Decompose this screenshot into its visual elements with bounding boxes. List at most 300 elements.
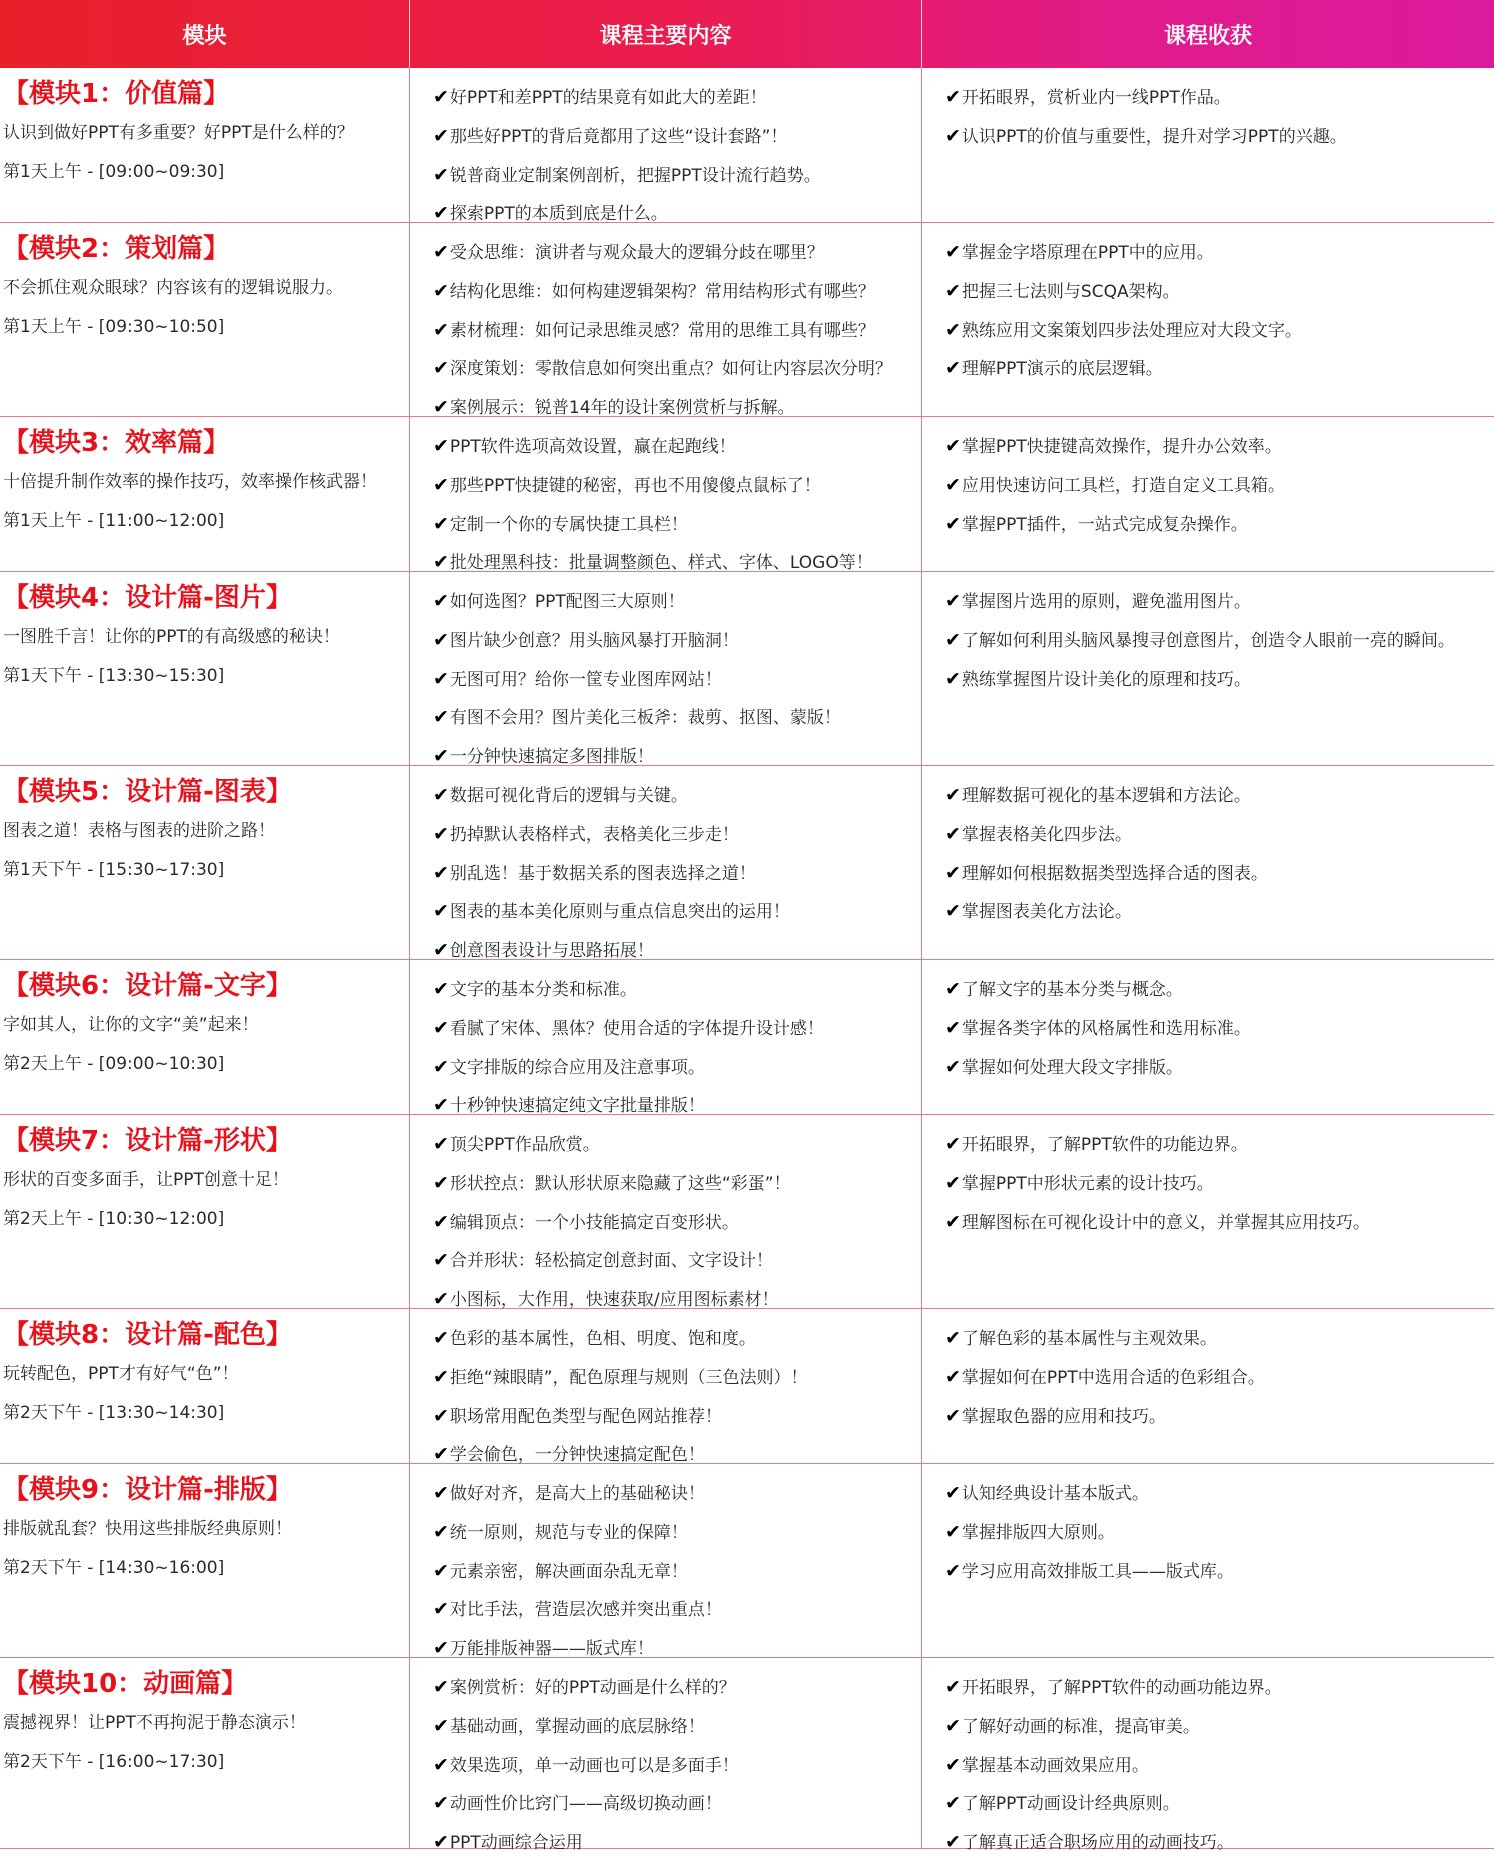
check-item bbox=[433, 427, 921, 466]
check-item bbox=[433, 233, 921, 272]
check-item bbox=[433, 1125, 921, 1164]
check-item-text: 无图可用？给你一筐专业图库网站！ bbox=[449, 669, 722, 690]
check-icon: ✔ bbox=[433, 939, 449, 962]
check-item bbox=[945, 117, 1494, 156]
check-icon: ✔ bbox=[433, 1520, 449, 1543]
check-item bbox=[945, 1552, 1494, 1591]
check-item bbox=[945, 854, 1494, 893]
module-time: 第2天下午 - [14:30~16:00] bbox=[3, 1557, 225, 1578]
module-title: 【模块5：设计篇-图表】 bbox=[3, 777, 292, 807]
module-cell bbox=[0, 1115, 410, 1308]
check-item bbox=[433, 1746, 921, 1785]
module-title: 【模块2：策划篇】 bbox=[3, 234, 230, 264]
check-item bbox=[433, 660, 921, 699]
check-icon: ✔ bbox=[945, 279, 961, 302]
check-item bbox=[945, 1009, 1494, 1048]
module-subtitle: 玩转配色，PPT才有好气“色”！ bbox=[3, 1363, 239, 1384]
check-item-text: 了解色彩的基本属性与主观效果。 bbox=[961, 1329, 1217, 1349]
check-item-text: 深度策划：零散信息如何突出重点？如何让内容层次分明？ bbox=[449, 359, 892, 380]
module-cell bbox=[0, 68, 410, 222]
check-item-text: 案例赏析：好的PPT动画是什么样的？ bbox=[449, 1678, 736, 1698]
content-cell bbox=[410, 417, 922, 574]
check-icon: ✔ bbox=[433, 706, 449, 729]
check-item bbox=[433, 272, 921, 311]
check-icon: ✔ bbox=[945, 86, 961, 108]
check-icon: ✔ bbox=[945, 241, 961, 263]
check-icon: ✔ bbox=[433, 1055, 449, 1078]
check-item bbox=[945, 466, 1494, 505]
module-time: 第2天上午 - [09:00~10:30] bbox=[3, 1053, 225, 1074]
check-icon: ✔ bbox=[945, 1714, 961, 1737]
gains-cell bbox=[922, 1309, 1494, 1463]
check-item-text: 色彩的基本属性，色相、明度、饱和度。 bbox=[449, 1329, 756, 1349]
check-item-text: 别乱选！基于数据关系的图表选择之道！ bbox=[449, 863, 756, 884]
check-icon: ✔ bbox=[433, 590, 449, 612]
check-icon: ✔ bbox=[945, 628, 961, 651]
check-icon: ✔ bbox=[433, 86, 449, 108]
check-icon: ✔ bbox=[433, 745, 449, 768]
check-item bbox=[433, 156, 921, 195]
content-cell bbox=[410, 1464, 922, 1660]
check-item-text: 掌握PPT快捷键高效操作，提升办公效率。 bbox=[961, 437, 1282, 457]
module-cell bbox=[0, 572, 410, 765]
module-title: 【模块1：价值篇】 bbox=[3, 79, 230, 109]
check-icon: ✔ bbox=[945, 822, 961, 845]
check-item-text: 创意图表设计与思路拓展！ bbox=[449, 941, 654, 962]
check-item-text: 批处理黑科技：批量调整颜色、样式、字体、LOGO等！ bbox=[449, 553, 873, 574]
check-icon: ✔ bbox=[433, 1676, 449, 1698]
check-icon: ✔ bbox=[433, 1288, 449, 1311]
check-item bbox=[433, 466, 921, 505]
check-item bbox=[945, 233, 1494, 272]
table-row bbox=[0, 1464, 1494, 1658]
header-content: 课程主要内容 bbox=[410, 0, 922, 68]
module-title: 【模块10：动画篇】 bbox=[3, 1669, 248, 1699]
module-cell bbox=[0, 223, 410, 416]
check-item-text: 应用快速访问工具栏，打造自定义工具箱。 bbox=[961, 475, 1285, 496]
gains-cell bbox=[922, 1115, 1494, 1308]
content-cell bbox=[410, 766, 922, 962]
check-item bbox=[945, 892, 1494, 931]
check-icon: ✔ bbox=[945, 784, 961, 806]
table-row bbox=[0, 572, 1494, 766]
check-item bbox=[945, 1784, 1494, 1823]
check-item bbox=[433, 117, 921, 156]
check-item bbox=[945, 1823, 1494, 1862]
check-icon: ✔ bbox=[945, 1210, 961, 1233]
check-item bbox=[433, 698, 921, 737]
check-icon: ✔ bbox=[433, 435, 449, 457]
check-item-text: 受众思维：演讲者与观众最大的逻辑分歧在哪里？ bbox=[449, 243, 824, 263]
check-item-text: 开拓眼界，了解PPT软件的功能边界。 bbox=[961, 1135, 1248, 1155]
check-item-text: 开拓眼界，了解PPT软件的动画功能边界。 bbox=[961, 1678, 1282, 1698]
check-item bbox=[945, 1474, 1494, 1513]
check-item-text: 掌握图表美化方法论。 bbox=[961, 902, 1132, 923]
check-item bbox=[433, 349, 921, 388]
check-item-text: 案例展示：锐普14年的设计案例赏析与拆解。 bbox=[449, 398, 795, 419]
gains-cell bbox=[922, 68, 1494, 222]
check-item bbox=[433, 1358, 921, 1397]
check-icon: ✔ bbox=[433, 357, 449, 380]
check-item-text: 如何选图？PPT配图三大原则！ bbox=[449, 592, 685, 612]
check-item bbox=[433, 1164, 921, 1203]
check-icon: ✔ bbox=[945, 1676, 961, 1698]
module-cell bbox=[0, 1309, 410, 1463]
check-item-text: 顶尖PPT作品欣赏。 bbox=[449, 1135, 600, 1155]
check-icon: ✔ bbox=[433, 1171, 449, 1194]
check-item-text: 看腻了宋体、黑体？使用合适的字体提升设计感！ bbox=[449, 1018, 824, 1039]
check-item-text: 对比手法，营造层次感并突出重点！ bbox=[449, 1600, 722, 1621]
check-item-text: 理解PPT演示的底层逻辑。 bbox=[961, 359, 1163, 380]
check-item bbox=[433, 1784, 921, 1823]
module-subtitle: 一图胜千言！让你的PPT的有高级感的秘诀！ bbox=[3, 626, 340, 647]
table-row bbox=[0, 223, 1494, 417]
check-icon: ✔ bbox=[433, 1482, 449, 1504]
module-subtitle: 字如其人，让你的文字“美”起来！ bbox=[3, 1014, 259, 1035]
header-gains: 课程收获 bbox=[1163, 23, 1252, 49]
check-item-text: 素材梳理：如何记录思维灵感？常用的思维工具有哪些？ bbox=[449, 320, 875, 341]
check-item-text: 掌握取色器的应用和技巧。 bbox=[961, 1406, 1166, 1427]
check-icon: ✔ bbox=[433, 1559, 449, 1582]
check-item bbox=[945, 1358, 1494, 1397]
check-item bbox=[945, 1319, 1494, 1358]
check-item bbox=[433, 892, 921, 931]
check-item-text: 形状控点：默认形状原来隐藏了这些“彩蛋”！ bbox=[449, 1173, 791, 1194]
check-item-text: 掌握表格美化四步法。 bbox=[961, 824, 1132, 845]
check-icon: ✔ bbox=[945, 357, 961, 380]
check-item-text: 理解如何根据数据类型选择合适的图表。 bbox=[961, 863, 1268, 884]
check-item bbox=[433, 776, 921, 815]
check-item bbox=[433, 1203, 921, 1242]
check-item bbox=[433, 1590, 921, 1629]
check-item-text: 掌握PPT中形状元素的设计技巧。 bbox=[961, 1173, 1214, 1194]
check-icon: ✔ bbox=[945, 978, 961, 1000]
check-item-text: 拒绝“辣眼睛”，配色原理与规则（三色法则）！ bbox=[449, 1367, 808, 1388]
check-item bbox=[945, 970, 1494, 1009]
table-header bbox=[0, 0, 1494, 68]
check-icon: ✔ bbox=[433, 978, 449, 1000]
check-icon: ✔ bbox=[433, 861, 449, 884]
check-item bbox=[945, 1707, 1494, 1746]
check-item-text: 图表的基本美化原则与重点信息突出的运用！ bbox=[449, 902, 790, 923]
check-item-text: 掌握如何处理大段文字排版。 bbox=[961, 1057, 1183, 1078]
content-cell bbox=[410, 1115, 922, 1311]
check-icon: ✔ bbox=[945, 1016, 961, 1039]
gains-cell bbox=[922, 417, 1494, 571]
check-item-text: 认知经典设计基本版式。 bbox=[961, 1484, 1149, 1504]
check-item-text: 小图标，大作用，快速获取/应用图标素材！ bbox=[449, 1290, 779, 1311]
check-icon: ✔ bbox=[433, 1404, 449, 1427]
table-row bbox=[0, 1658, 1494, 1854]
table-row bbox=[0, 960, 1494, 1115]
module-time: 第1天上午 - [11:00~12:00] bbox=[3, 510, 225, 531]
check-item-text: 图片缺少创意？用头脑风暴打开脑洞！ bbox=[449, 630, 739, 651]
module-time: 第2天上午 - [10:30~12:00] bbox=[3, 1208, 225, 1229]
check-item-text: PPT动画综合运用 bbox=[449, 1833, 583, 1854]
check-item-text: 合并形状：轻松搞定创意封面、文字设计！ bbox=[449, 1251, 773, 1272]
check-icon: ✔ bbox=[945, 1133, 961, 1155]
check-icon: ✔ bbox=[433, 124, 449, 147]
check-icon: ✔ bbox=[945, 1520, 961, 1543]
module-subtitle: 不会抓住观众眼球？内容该有的逻辑说服力。 bbox=[3, 277, 343, 298]
module-title: 【模块9：设计篇-排版】 bbox=[3, 1475, 292, 1505]
check-icon: ✔ bbox=[433, 1094, 449, 1117]
content-cell bbox=[410, 960, 922, 1117]
check-item bbox=[433, 854, 921, 893]
check-icon: ✔ bbox=[433, 202, 449, 225]
check-item bbox=[945, 1513, 1494, 1552]
check-icon: ✔ bbox=[433, 163, 449, 186]
check-item-text: 探索PPT的本质到底是什么。 bbox=[449, 204, 668, 225]
content-cell bbox=[410, 223, 922, 419]
check-item-text: 熟练应用文案策划四步法处理应对大段文字。 bbox=[961, 320, 1302, 341]
check-item bbox=[433, 815, 921, 854]
check-item-text: 掌握各类字体的风格属性和选用标准。 bbox=[961, 1018, 1251, 1039]
module-title: 【模块7：设计篇-形状】 bbox=[3, 1126, 292, 1156]
module-cell bbox=[0, 1658, 410, 1848]
check-item-text: 扔掉默认表格样式，表格美化三步走！ bbox=[449, 824, 739, 845]
check-item bbox=[433, 1319, 921, 1358]
check-item bbox=[945, 78, 1494, 117]
table-row bbox=[0, 766, 1494, 960]
module-time: 第2天下午 - [13:30~14:30] bbox=[3, 1402, 225, 1423]
check-item-text: 做好对齐，是高大上的基础秘诀！ bbox=[449, 1484, 705, 1504]
gains-cell bbox=[922, 1658, 1494, 1854]
check-icon: ✔ bbox=[945, 900, 961, 923]
content-cell bbox=[410, 572, 922, 768]
check-icon: ✔ bbox=[433, 473, 449, 496]
check-item bbox=[945, 427, 1494, 466]
check-item bbox=[433, 1707, 921, 1746]
content-cell bbox=[410, 68, 922, 225]
check-item bbox=[945, 1164, 1494, 1203]
check-item bbox=[945, 815, 1494, 854]
module-subtitle: 排版就乱套？快用这些排版经典原则！ bbox=[3, 1518, 292, 1539]
check-item bbox=[945, 505, 1494, 544]
check-item-text: 有图不会用？图片美化三板斧：裁剪、抠图、蒙版！ bbox=[449, 708, 841, 729]
check-item-text: 理解图标在可视化设计中的意义，并掌握其应用技巧。 bbox=[961, 1212, 1370, 1233]
check-icon: ✔ bbox=[945, 435, 961, 457]
module-cell bbox=[0, 960, 410, 1114]
table-row bbox=[0, 68, 1494, 223]
check-item bbox=[433, 1048, 921, 1087]
check-icon: ✔ bbox=[433, 318, 449, 341]
module-subtitle: 认识到做好PPT有多重要？好PPT是什么样的？ bbox=[3, 122, 354, 143]
check-icon: ✔ bbox=[945, 1055, 961, 1078]
check-icon: ✔ bbox=[945, 318, 961, 341]
check-icon: ✔ bbox=[945, 667, 961, 690]
check-item-text: 十秒钟快速搞定纯文字批量排版！ bbox=[449, 1096, 705, 1117]
check-item-text: 元素亲密，解决画面杂乱无章！ bbox=[449, 1561, 688, 1582]
check-icon: ✔ bbox=[433, 784, 449, 806]
check-icon: ✔ bbox=[433, 1714, 449, 1737]
module-title: 【模块8：设计篇-配色】 bbox=[3, 1320, 292, 1350]
check-item bbox=[433, 1552, 921, 1591]
check-item bbox=[433, 505, 921, 544]
check-item-text: 编辑顶点：一个小技能搞定百变形状。 bbox=[449, 1212, 739, 1233]
check-icon: ✔ bbox=[945, 1482, 961, 1504]
check-item-text: 掌握PPT插件，一站式完成复杂操作。 bbox=[961, 514, 1248, 535]
check-item-text: 效果选项，单一动画也可以是多面手！ bbox=[449, 1755, 739, 1776]
check-icon: ✔ bbox=[945, 1327, 961, 1349]
check-item bbox=[945, 311, 1494, 350]
check-item-text: 那些PPT快捷键的秘密，再也不用傻傻点鼠标了！ bbox=[449, 475, 821, 496]
table-row bbox=[0, 1309, 1494, 1464]
check-item-text: 基础动画，掌握动画的底层脉络！ bbox=[449, 1716, 705, 1737]
check-item bbox=[945, 1048, 1494, 1087]
content-cell bbox=[410, 1658, 922, 1854]
check-icon: ✔ bbox=[433, 1753, 449, 1776]
content-cell bbox=[410, 1309, 922, 1466]
module-cell bbox=[0, 417, 410, 571]
check-item-text: 文字的基本分类和标准。 bbox=[449, 980, 637, 1000]
check-item-text: 统一原则，规范与专业的保障！ bbox=[449, 1522, 688, 1543]
check-item bbox=[945, 1203, 1494, 1242]
check-item-text: 掌握金字塔原理在PPT中的应用。 bbox=[961, 243, 1214, 263]
module-time: 第2天下午 - [16:00~17:30] bbox=[3, 1751, 225, 1772]
check-item-text: 那些好PPT的背后竟都用了这些“设计套路”！ bbox=[449, 126, 788, 147]
check-icon: ✔ bbox=[945, 512, 961, 535]
module-time: 第1天上午 - [09:00~09:30] bbox=[3, 161, 225, 182]
check-item-text: 了解文字的基本分类与概念。 bbox=[961, 980, 1183, 1000]
check-icon: ✔ bbox=[433, 512, 449, 535]
check-item-text: 了解PPT动画设计经典原则。 bbox=[961, 1794, 1180, 1815]
check-item-text: 掌握基本动画效果应用。 bbox=[961, 1755, 1149, 1776]
check-item bbox=[945, 660, 1494, 699]
check-item-text: 锐普商业定制案例剖析，把握PPT设计流行趋势。 bbox=[449, 165, 821, 186]
check-item-text: 万能排版神器——版式库！ bbox=[449, 1639, 654, 1660]
check-item-text: 熟练掌握图片设计美化的原理和技巧。 bbox=[961, 669, 1251, 690]
check-icon: ✔ bbox=[433, 1831, 449, 1854]
module-subtitle: 图表之道！表格与图表的进阶之路！ bbox=[3, 820, 275, 841]
check-item bbox=[945, 1746, 1494, 1785]
module-subtitle: 震撼视界！让PPT不再拘泥于静态演示！ bbox=[3, 1712, 306, 1733]
check-icon: ✔ bbox=[433, 1598, 449, 1621]
check-item bbox=[433, 1823, 921, 1862]
check-item-text: 了解好动画的标准，提高审美。 bbox=[961, 1716, 1200, 1737]
check-icon: ✔ bbox=[945, 1753, 961, 1776]
check-icon: ✔ bbox=[433, 667, 449, 690]
check-item-text: PPT软件选项高效设置，赢在起跑线！ bbox=[449, 437, 736, 457]
module-time: 第1天下午 - [15:30~17:30] bbox=[3, 859, 225, 880]
check-icon: ✔ bbox=[433, 1210, 449, 1233]
check-item-text: 好PPT和差PPT的结果竟有如此大的差距！ bbox=[449, 88, 767, 108]
check-item bbox=[945, 776, 1494, 815]
check-icon: ✔ bbox=[433, 1637, 449, 1660]
check-icon: ✔ bbox=[945, 861, 961, 884]
check-item-text: 职场常用配色类型与配色网站推荐！ bbox=[449, 1406, 722, 1427]
check-item-text: 开拓眼界，赏析业内一线PPT作品。 bbox=[961, 88, 1231, 108]
check-item bbox=[945, 272, 1494, 311]
check-item-text: 认识PPT的价值与重要性，提升对学习PPT的兴趣。 bbox=[961, 126, 1347, 147]
module-time: 第1天上午 - [09:30~10:50] bbox=[3, 316, 225, 337]
check-item-text: 文字排版的综合应用及注意事项。 bbox=[449, 1057, 705, 1078]
check-item-text: 结构化思维：如何构建逻辑架构？常用结构形式有哪些？ bbox=[449, 281, 875, 302]
check-item-text: 了解真正适合职场应用的动画技巧。 bbox=[961, 1833, 1234, 1854]
check-icon: ✔ bbox=[945, 1365, 961, 1388]
check-item bbox=[433, 1009, 921, 1048]
check-item-text: 掌握如何在PPT中选用合适的色彩组合。 bbox=[961, 1367, 1265, 1388]
check-item bbox=[945, 1125, 1494, 1164]
module-subtitle: 形状的百变多面手，让PPT创意十足！ bbox=[3, 1169, 289, 1190]
check-item-text: 数据可视化背后的逻辑与关键。 bbox=[449, 786, 688, 806]
check-item-text: 理解数据可视化的基本逻辑和方法论。 bbox=[961, 786, 1251, 806]
module-time: 第1天下午 - [13:30~15:30] bbox=[3, 665, 225, 686]
check-icon: ✔ bbox=[433, 396, 449, 419]
check-item bbox=[433, 1474, 921, 1513]
check-icon: ✔ bbox=[945, 124, 961, 147]
check-item bbox=[945, 621, 1494, 660]
header-module: 模块 bbox=[0, 0, 410, 68]
check-item bbox=[945, 1668, 1494, 1707]
check-item-text: 掌握图片选用的原则，避免滥用图片。 bbox=[961, 592, 1251, 612]
check-item bbox=[433, 1668, 921, 1707]
gains-cell bbox=[922, 572, 1494, 765]
check-icon: ✔ bbox=[433, 1249, 449, 1272]
module-cell bbox=[0, 1464, 410, 1657]
gains-cell bbox=[922, 223, 1494, 416]
gains-cell bbox=[922, 960, 1494, 1114]
check-item-text: 一分钟快速搞定多图排版！ bbox=[449, 747, 654, 768]
module-title: 【模块6：设计篇-文字】 bbox=[3, 971, 292, 1001]
check-icon: ✔ bbox=[433, 900, 449, 923]
check-icon: ✔ bbox=[945, 1171, 961, 1194]
check-icon: ✔ bbox=[433, 628, 449, 651]
check-icon: ✔ bbox=[433, 1365, 449, 1388]
check-icon: ✔ bbox=[433, 279, 449, 302]
check-item-text: 把握三七法则与SCQA架构。 bbox=[961, 281, 1180, 302]
module-subtitle: 十倍提升制作效率的操作技巧，效率操作核武器！ bbox=[3, 471, 377, 492]
check-icon: ✔ bbox=[945, 1404, 961, 1427]
check-icon: ✔ bbox=[945, 473, 961, 496]
check-item-text: 定制一个你的专属快捷工具栏！ bbox=[449, 514, 688, 535]
check-item bbox=[945, 349, 1494, 388]
check-icon: ✔ bbox=[433, 1133, 449, 1155]
check-item-text: 动画性价比窍门——高级切换动画！ bbox=[449, 1794, 722, 1815]
gains-cell bbox=[922, 766, 1494, 959]
check-item bbox=[433, 621, 921, 660]
check-icon: ✔ bbox=[433, 241, 449, 263]
check-item bbox=[433, 311, 921, 350]
gains-cell bbox=[922, 1464, 1494, 1657]
check-item bbox=[945, 582, 1494, 621]
module-title: 【模块4：设计篇-图片】 bbox=[3, 583, 292, 613]
check-item-text: 了解如何利用头脑风暴搜寻创意图片，创造令人眼前一亮的瞬间。 bbox=[961, 630, 1455, 651]
check-item-text: 学习应用高效排版工具——版式库。 bbox=[961, 1561, 1234, 1582]
module-cell bbox=[0, 766, 410, 959]
check-icon: ✔ bbox=[433, 1016, 449, 1039]
table-row bbox=[0, 417, 1494, 572]
check-icon: ✔ bbox=[433, 1443, 449, 1466]
module-title: 【模块3：效率篇】 bbox=[3, 428, 230, 458]
check-item-text: 学会偷色，一分钟快速搞定配色！ bbox=[449, 1445, 705, 1466]
check-icon: ✔ bbox=[433, 1792, 449, 1815]
check-icon: ✔ bbox=[433, 822, 449, 845]
table-row bbox=[0, 1115, 1494, 1309]
check-item bbox=[433, 970, 921, 1009]
check-icon: ✔ bbox=[945, 1792, 961, 1815]
check-icon: ✔ bbox=[945, 1831, 961, 1854]
check-icon: ✔ bbox=[433, 551, 449, 574]
check-icon: ✔ bbox=[945, 590, 961, 612]
check-item-text: 掌握排版四大原则。 bbox=[961, 1522, 1115, 1543]
check-icon: ✔ bbox=[945, 1559, 961, 1582]
check-item bbox=[433, 1241, 921, 1280]
check-item bbox=[945, 1397, 1494, 1436]
check-item bbox=[433, 78, 921, 117]
check-item bbox=[433, 582, 921, 621]
check-item bbox=[433, 1397, 921, 1436]
